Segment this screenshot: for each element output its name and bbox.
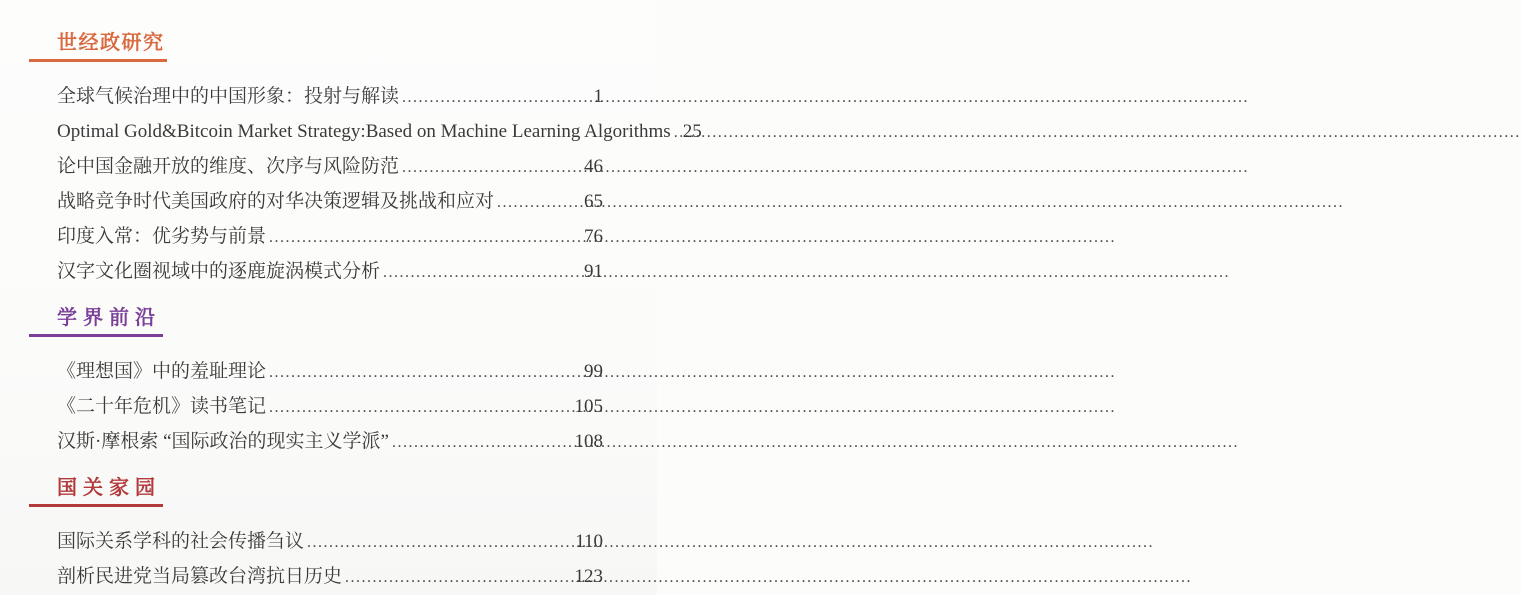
entry-title: Optimal Gold&Bitcoin Market Strategy:Based on Machine Learning Algorithms — [57, 121, 671, 142]
entry-page-number: 1 — [593, 86, 603, 107]
section-header-underline — [29, 299, 163, 337]
toc-entry[interactable] — [57, 184, 603, 219]
entry-page-number: 105 — [574, 396, 603, 417]
section-guoguan-jiayuan — [57, 469, 603, 594]
entry-page-number: 110 — [575, 531, 603, 552]
section-entries — [57, 354, 603, 459]
entry-title: 汉斯·摩根索 “国际政治的现实主义学派” — [57, 431, 389, 452]
entry-page-number: 65 — [584, 191, 603, 212]
entry-title: 印度入常：优劣势与前景 — [57, 226, 267, 247]
section-header — [57, 299, 603, 337]
dot-leader — [402, 79, 592, 115]
dot-leader — [497, 184, 583, 220]
section-shijingzheng-yanjiu — [57, 24, 702, 289]
entry-title: 《理想国》中的羞耻理论 — [57, 361, 267, 382]
toc-entry[interactable] — [57, 219, 603, 254]
dot-leader — [383, 254, 583, 290]
section-title: 学界前沿 — [57, 307, 161, 329]
dot-leader — [269, 354, 583, 390]
dot-leader — [269, 389, 573, 425]
entry-title: 汉字文化圈视域中的逐鹿旋涡模式分析 — [57, 261, 381, 282]
toc-entry[interactable] — [57, 354, 603, 389]
section-entries — [57, 79, 702, 289]
dot-leader — [307, 524, 574, 560]
section-xuejie-qianyan — [57, 299, 603, 459]
entry-page-number: 99 — [584, 361, 603, 382]
toc-entry[interactable] — [57, 79, 603, 114]
toc-entry[interactable] — [57, 389, 603, 424]
toc-entry[interactable] — [57, 114, 702, 149]
section-title: 国关家园 — [57, 477, 161, 499]
section-header — [57, 469, 603, 507]
section-header — [57, 24, 603, 62]
entry-page-number: 123 — [574, 566, 603, 587]
section-header-underline — [29, 24, 167, 62]
entry-title: 国际关系学科的社会传播刍议 — [57, 531, 305, 552]
dot-leader — [674, 114, 682, 150]
toc-entry[interactable] — [57, 559, 603, 594]
section-header-underline — [29, 469, 163, 507]
entry-page-number: 91 — [584, 261, 603, 282]
entry-title: 剖析民进党当局篡改台湾抗日历史 — [57, 566, 343, 587]
entry-page-number: 25 — [682, 121, 702, 142]
entry-title: 论中国金融开放的维度、次序与风险防范 — [57, 156, 400, 177]
entry-page-number: 76 — [584, 226, 603, 247]
entry-title: 《二十年危机》读书笔记 — [57, 396, 267, 417]
entry-page-number: 46 — [584, 156, 603, 177]
dot-leader — [402, 149, 583, 185]
toc-entry[interactable] — [57, 254, 603, 289]
entry-title: 全球气候治理中的中国形象：投射与解读 — [57, 86, 400, 107]
toc-entry[interactable] — [57, 524, 603, 559]
dot-leader — [345, 559, 573, 595]
toc-page — [0, 0, 702, 595]
dot-leader — [269, 219, 583, 255]
dot-leader — [392, 424, 574, 460]
section-title: 世经政研究 — [57, 32, 165, 54]
toc-entry[interactable] — [57, 424, 603, 459]
entry-page-number: 108 — [574, 431, 603, 452]
section-entries — [57, 524, 603, 594]
entry-title: 战略竞争时代美国政府的对华决策逻辑及挑战和应对 — [57, 191, 495, 212]
toc-entry[interactable] — [57, 149, 603, 184]
